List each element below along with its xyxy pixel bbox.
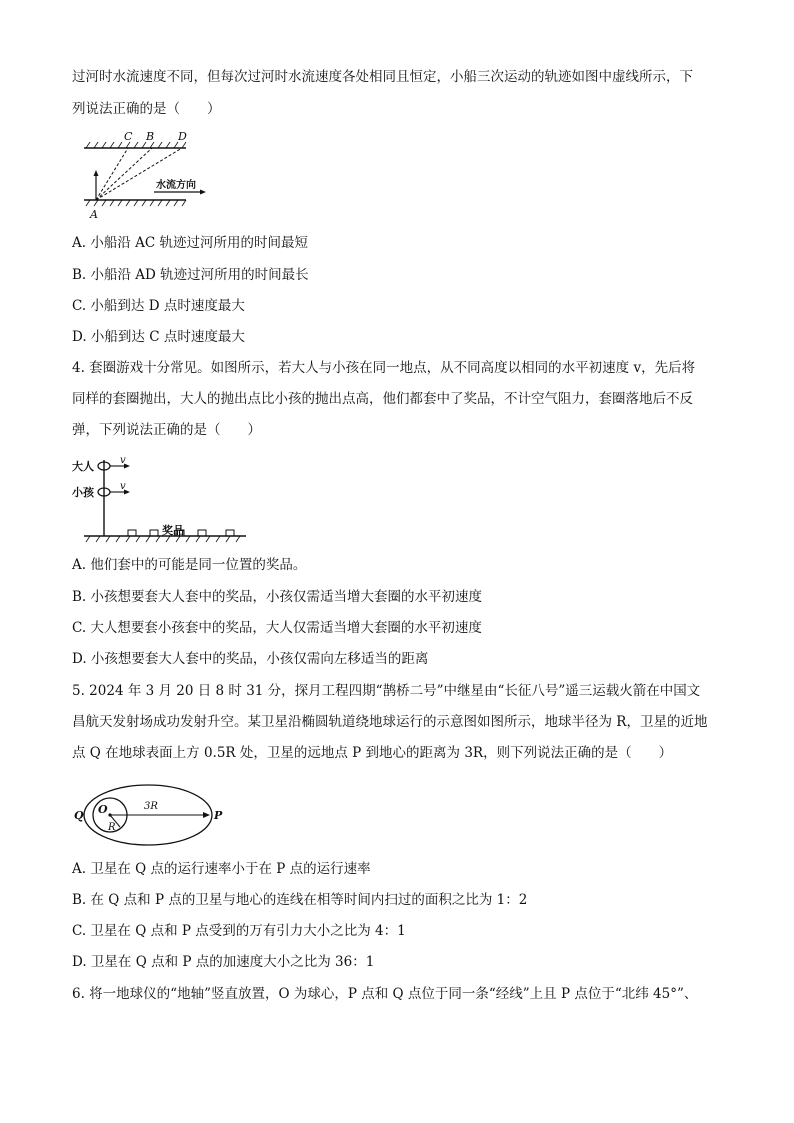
- q4-figure-ring-toss: [70, 452, 250, 548]
- adult-label: 大人: [72, 460, 94, 473]
- q5-stem-line-1: 5. 2024 年 3 月 20 日 8 时 31 分，探月工程四期“鹊桥二号”中继星由“长征八号”遥三运载火箭在中国文: [72, 683, 701, 699]
- q4-stem-line-2: 同样的套圈抛出，大人的抛出点比小孩的抛出点高，他们都套中了奖品，不计空气阻力，套圈落地后不反: [72, 391, 693, 407]
- q3-option-c: C. 小船到达 D 点时速度最大: [72, 298, 245, 314]
- flow-direction-label: 水流方向: [156, 180, 196, 191]
- q5-figure-orbit: [72, 778, 232, 852]
- q5-option-b: B. 在 Q 点和 P 点的卫星与地心的连线在相等时间内扫过的面积之比为 1：2: [72, 892, 528, 908]
- q3-stem-line-2: 列说法正确的是（ ）: [72, 101, 221, 117]
- q5-option-a: A. 卫星在 Q 点的运行速率小于在 P 点的运行速率: [72, 861, 371, 877]
- center-o-label: O: [98, 803, 108, 816]
- q4-option-a: A. 他们套中的可能是同一位置的奖品。: [72, 557, 307, 573]
- prize-label: 奖品: [162, 524, 184, 537]
- q3-figure-river: [78, 128, 218, 220]
- q3-option-d: D. 小船到达 C 点时速度最大: [72, 329, 245, 345]
- point-p-label: P: [214, 809, 223, 822]
- q5-stem-line-3: 点 Q 在地球表面上方 0.5R 处，卫星的远地点 P 到地心的距离为 3R，则下列说法正确的是（ ）: [72, 745, 673, 761]
- q6-stem-line-1: 6. 将一地球仪的“地轴”竖直放置，O 为球心，P 点和 Q 点位于同一条“经线”上且 P 点位于“北纬 45°”、: [72, 986, 698, 1002]
- point-q-label: Q: [74, 809, 84, 822]
- q5-option-d: D. 卫星在 Q 点和 P 点的加速度大小之比为 36：1: [72, 954, 375, 970]
- q4-option-d: D. 小孩想要套大人套中的奖品，小孩仅需向左移适当的距离: [72, 651, 429, 667]
- child-label: 小孩: [72, 486, 94, 499]
- label-d: D: [178, 130, 187, 143]
- radius-r-label: R: [108, 822, 116, 833]
- q3-option-a: A. 小船沿 AC 轨迹过河所用的时间最短: [72, 235, 308, 251]
- q3-stem-line-1: 过河时水流速度不同，但每次过河时水流速度各处相同且恒定，小船三次运动的轨迹如图中虚线所示，下: [72, 69, 693, 85]
- distance-3r-label: 3R: [144, 801, 158, 812]
- q4-stem-line-3: 弹，下列说法正确的是（ ）: [72, 422, 261, 438]
- q4-option-c: C. 大人想要套小孩套中的奖品，大人仅需适当增大套圈的水平初速度: [72, 620, 482, 636]
- q4-stem-line-1: 4. 套圈游戏十分常见。如图所示，若大人与小孩在同一地点，从不同高度以相同的水平初速度 v，先后将: [72, 360, 696, 376]
- label-a: A: [90, 208, 98, 220]
- q4-option-b: B. 小孩想要套大人套中的奖品，小孩仅需适当增大套圈的水平初速度: [72, 589, 483, 605]
- q3-option-b: B. 小船沿 AD 轨迹过河所用的时间最长: [72, 267, 309, 283]
- label-b: B: [146, 130, 155, 143]
- label-c: C: [124, 130, 133, 143]
- adult-velocity-label: v: [120, 455, 126, 466]
- child-velocity-label: v: [120, 481, 126, 492]
- q5-option-c: C. 卫星在 Q 点和 P 点受到的万有引力大小之比为 4：1: [72, 923, 406, 939]
- q5-stem-line-2: 昌航天发射场成功发射升空。某卫星沿椭圆轨道绕地球运行的示意图如图所示，地球半径为 R，卫星的近地: [72, 714, 708, 730]
